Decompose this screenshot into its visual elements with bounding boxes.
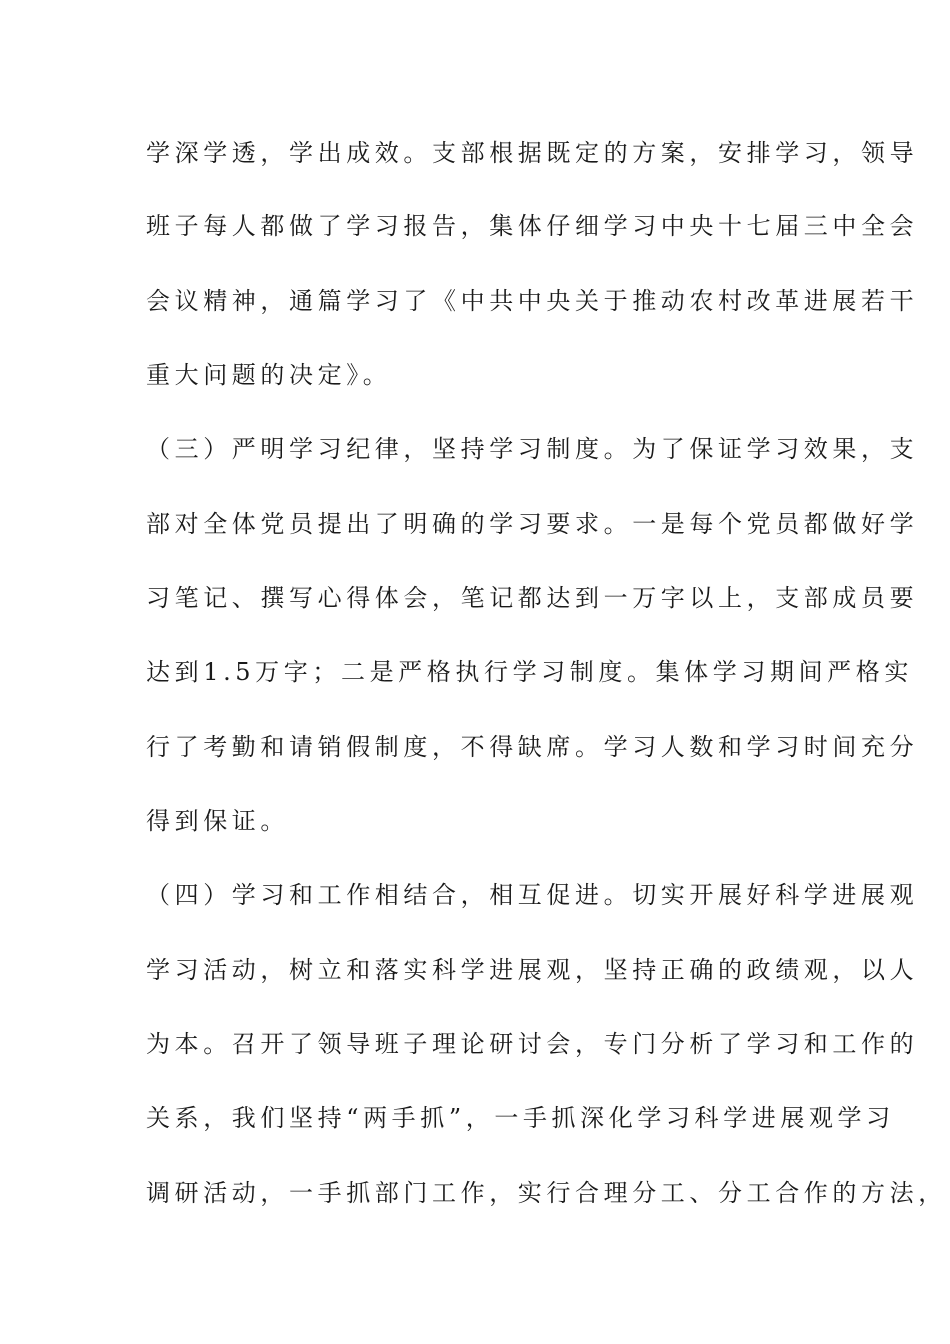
text-line: 调研活动，一手抓部门工作，实行合理分工、分工合作的方法， [146,1179,947,1207]
text-line: 得到保证。 [146,807,289,835]
text-line: 会议精神，通篇学习了《中共中央关于推动农村改革进展若干 [146,287,919,315]
text-line: 班子每人都做了学习报告，集体仔细学习中央十七届三中全会 [146,212,919,240]
text-line: （三）严明学习纪律，坚持学习制度。为了保证学习效果，支 [146,435,919,463]
text-line: 达到1.5万字；二是严格执行学习制度。集体学习期间严格实 [146,658,913,686]
text-line: 行了考勤和请销假制度，不得缺席。学习人数和学习时间充分 [146,733,919,761]
text-line: 习笔记、撰写心得体会，笔记都达到一万字以上，支部成员要 [146,584,919,612]
text-line: 为本。召开了领导班子理论研讨会，专门分析了学习和工作的 [146,1030,919,1058]
text-line: （四）学习和工作相结合，相互促进。切实开展好科学进展观 [146,881,919,909]
text-line: 学习活动，树立和落实科学进展观，坚持正确的政绩观，以人 [146,956,919,984]
text-line: 部对全体党员提出了明确的学习要求。一是每个党员都做好学 [146,510,919,538]
text-line: 关系，我们坚持“两手抓”，一手抓深化学习科学进展观学习 [146,1104,895,1132]
text-line: 学深学透，学出成效。支部根据既定的方案，安排学习，领导 [146,139,919,167]
text-line: 重大问题的决定》。 [146,361,392,389]
